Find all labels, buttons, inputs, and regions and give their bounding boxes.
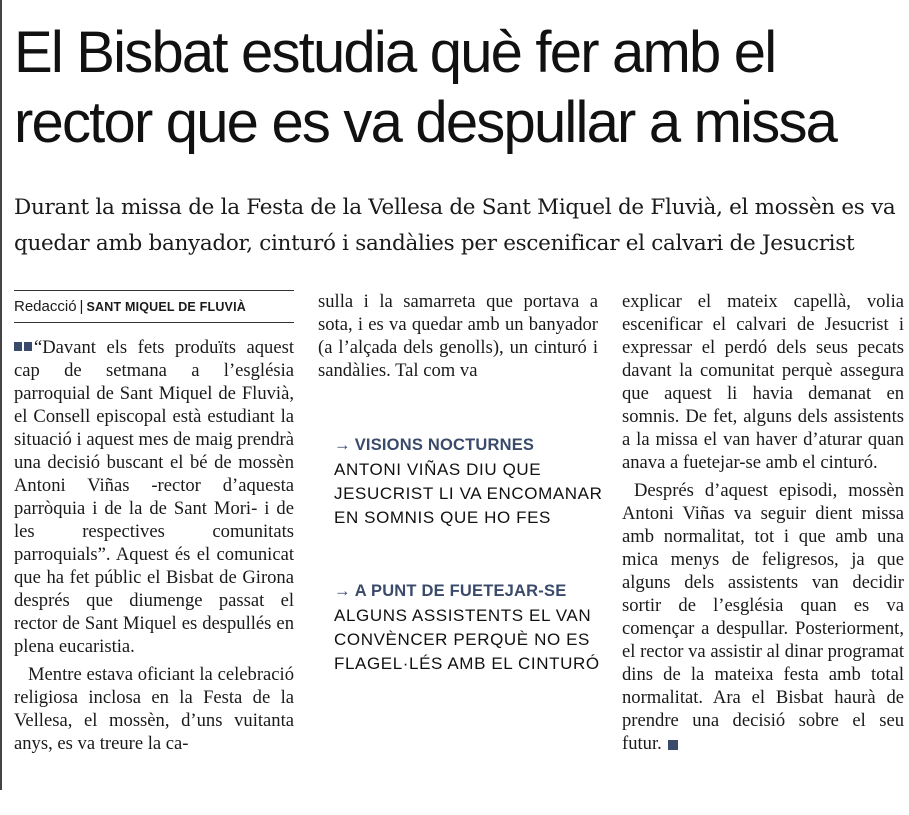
page-left-rule [0, 0, 2, 790]
subheadline: Durant la missa de la Festa de la Vellesa de Sant Miquel de Fluvià, el mossèn es va quedar amb banyador, cinturó i sandàlies per escenificar el calvari de Jesucrist [14, 195, 896, 256]
byline-separator: | [79, 298, 84, 315]
arrow-right-icon: → [334, 436, 351, 454]
article-paragraph [14, 336, 294, 658]
pull-quote-title-text: VISIONS NOCTURNES [354, 436, 535, 454]
pull-quote-body: ALGUNS ASSISTENTS EL VAN CONVÈNCER PERQUÈ NO ES FLAGEL·LÉS AMB EL CINTURÓ [334, 606, 600, 673]
headline: El Bisbat estudia què fer amb el rector que es va despullar a missa [14, 20, 837, 155]
article-paragraph [622, 479, 904, 755]
pull-quote-whip [334, 580, 604, 676]
article-column-2 [318, 290, 598, 382]
pull-quote-title [334, 434, 604, 456]
article-column-1 [14, 290, 294, 755]
column3-paragraph1: explicar el mateix capellà, volia escenificar el calvari de Jesucrist i expressar el perdó dels seus pecats davant la comunitat perquè assegura que aquest li havia demanat en somnis. De fet, alguns dels assistents a la missa el van haver d’aturar quan anava a fuetejar-se amb el cinturó. [622, 291, 904, 473]
pull-quote-title-text: A PUNT DE FUETEJAR-SE [354, 582, 567, 600]
article-column-3 [622, 290, 904, 755]
end-of-article-icon [668, 740, 678, 750]
column2-text: sulla i la samarreta que portava a sota, i es va quedar amb un banyador (a l’alçada dels genolls), un cinturó i sandàlies. Tal com va [318, 291, 598, 381]
column1-paragraph1: “Davant els fets produïts aquest cap de setmana a l’església parroquial de Sant Miquel de Fluvià, el Consell episcopal està estudiant la situació i aquest mes de maig prendrà una decisió buscant el bé de mossèn Antoni Viñas -rector d’aquesta parròquia i de la de Sant Mori- i de les respectives comunitats parroquials”. Aquest és el comunicat que ha fet públic el Bisbat de Girona després que diumenge passat el rector de Sant Miquel es despullés en plena eucaristia. [14, 337, 294, 657]
pull-quote-title [334, 580, 604, 602]
byline [14, 290, 294, 323]
column1-paragraph2: Mentre estava oficiant la celebració religiosa inclosa en la Festa de la Vellesa, el mossèn, d’uns vuitanta anys, es va treure la ca- [14, 664, 294, 754]
column3-paragraph2: Després d’aquest episodi, mossèn Antoni Viñas va seguir dient missa amb normalitat, tot i que amb una mica menys de feligresos, ja que alguns dels assistents van decidir sortir de l’església quan es va començar a despullar. Posteriorment, el rector va assistir al dinar programat dins de la mateixa festa amb total normalitat. Ara el Bisbat haurà de prendre una decisió sobre el seu futur. [622, 480, 904, 754]
byline-place: SANT MIQUEL DE FLUVIÀ [86, 300, 246, 314]
arrow-right-icon: → [334, 582, 351, 600]
pull-quote-visions [334, 434, 604, 530]
byline-author: Redacció [14, 298, 77, 315]
pull-quote-body: ANTONI VIÑAS DIU QUE JESUCRIST LI VA ENCOMANAR EN SOMNIS QUE HO FES [334, 460, 603, 527]
lead-marker-icon [14, 342, 32, 351]
